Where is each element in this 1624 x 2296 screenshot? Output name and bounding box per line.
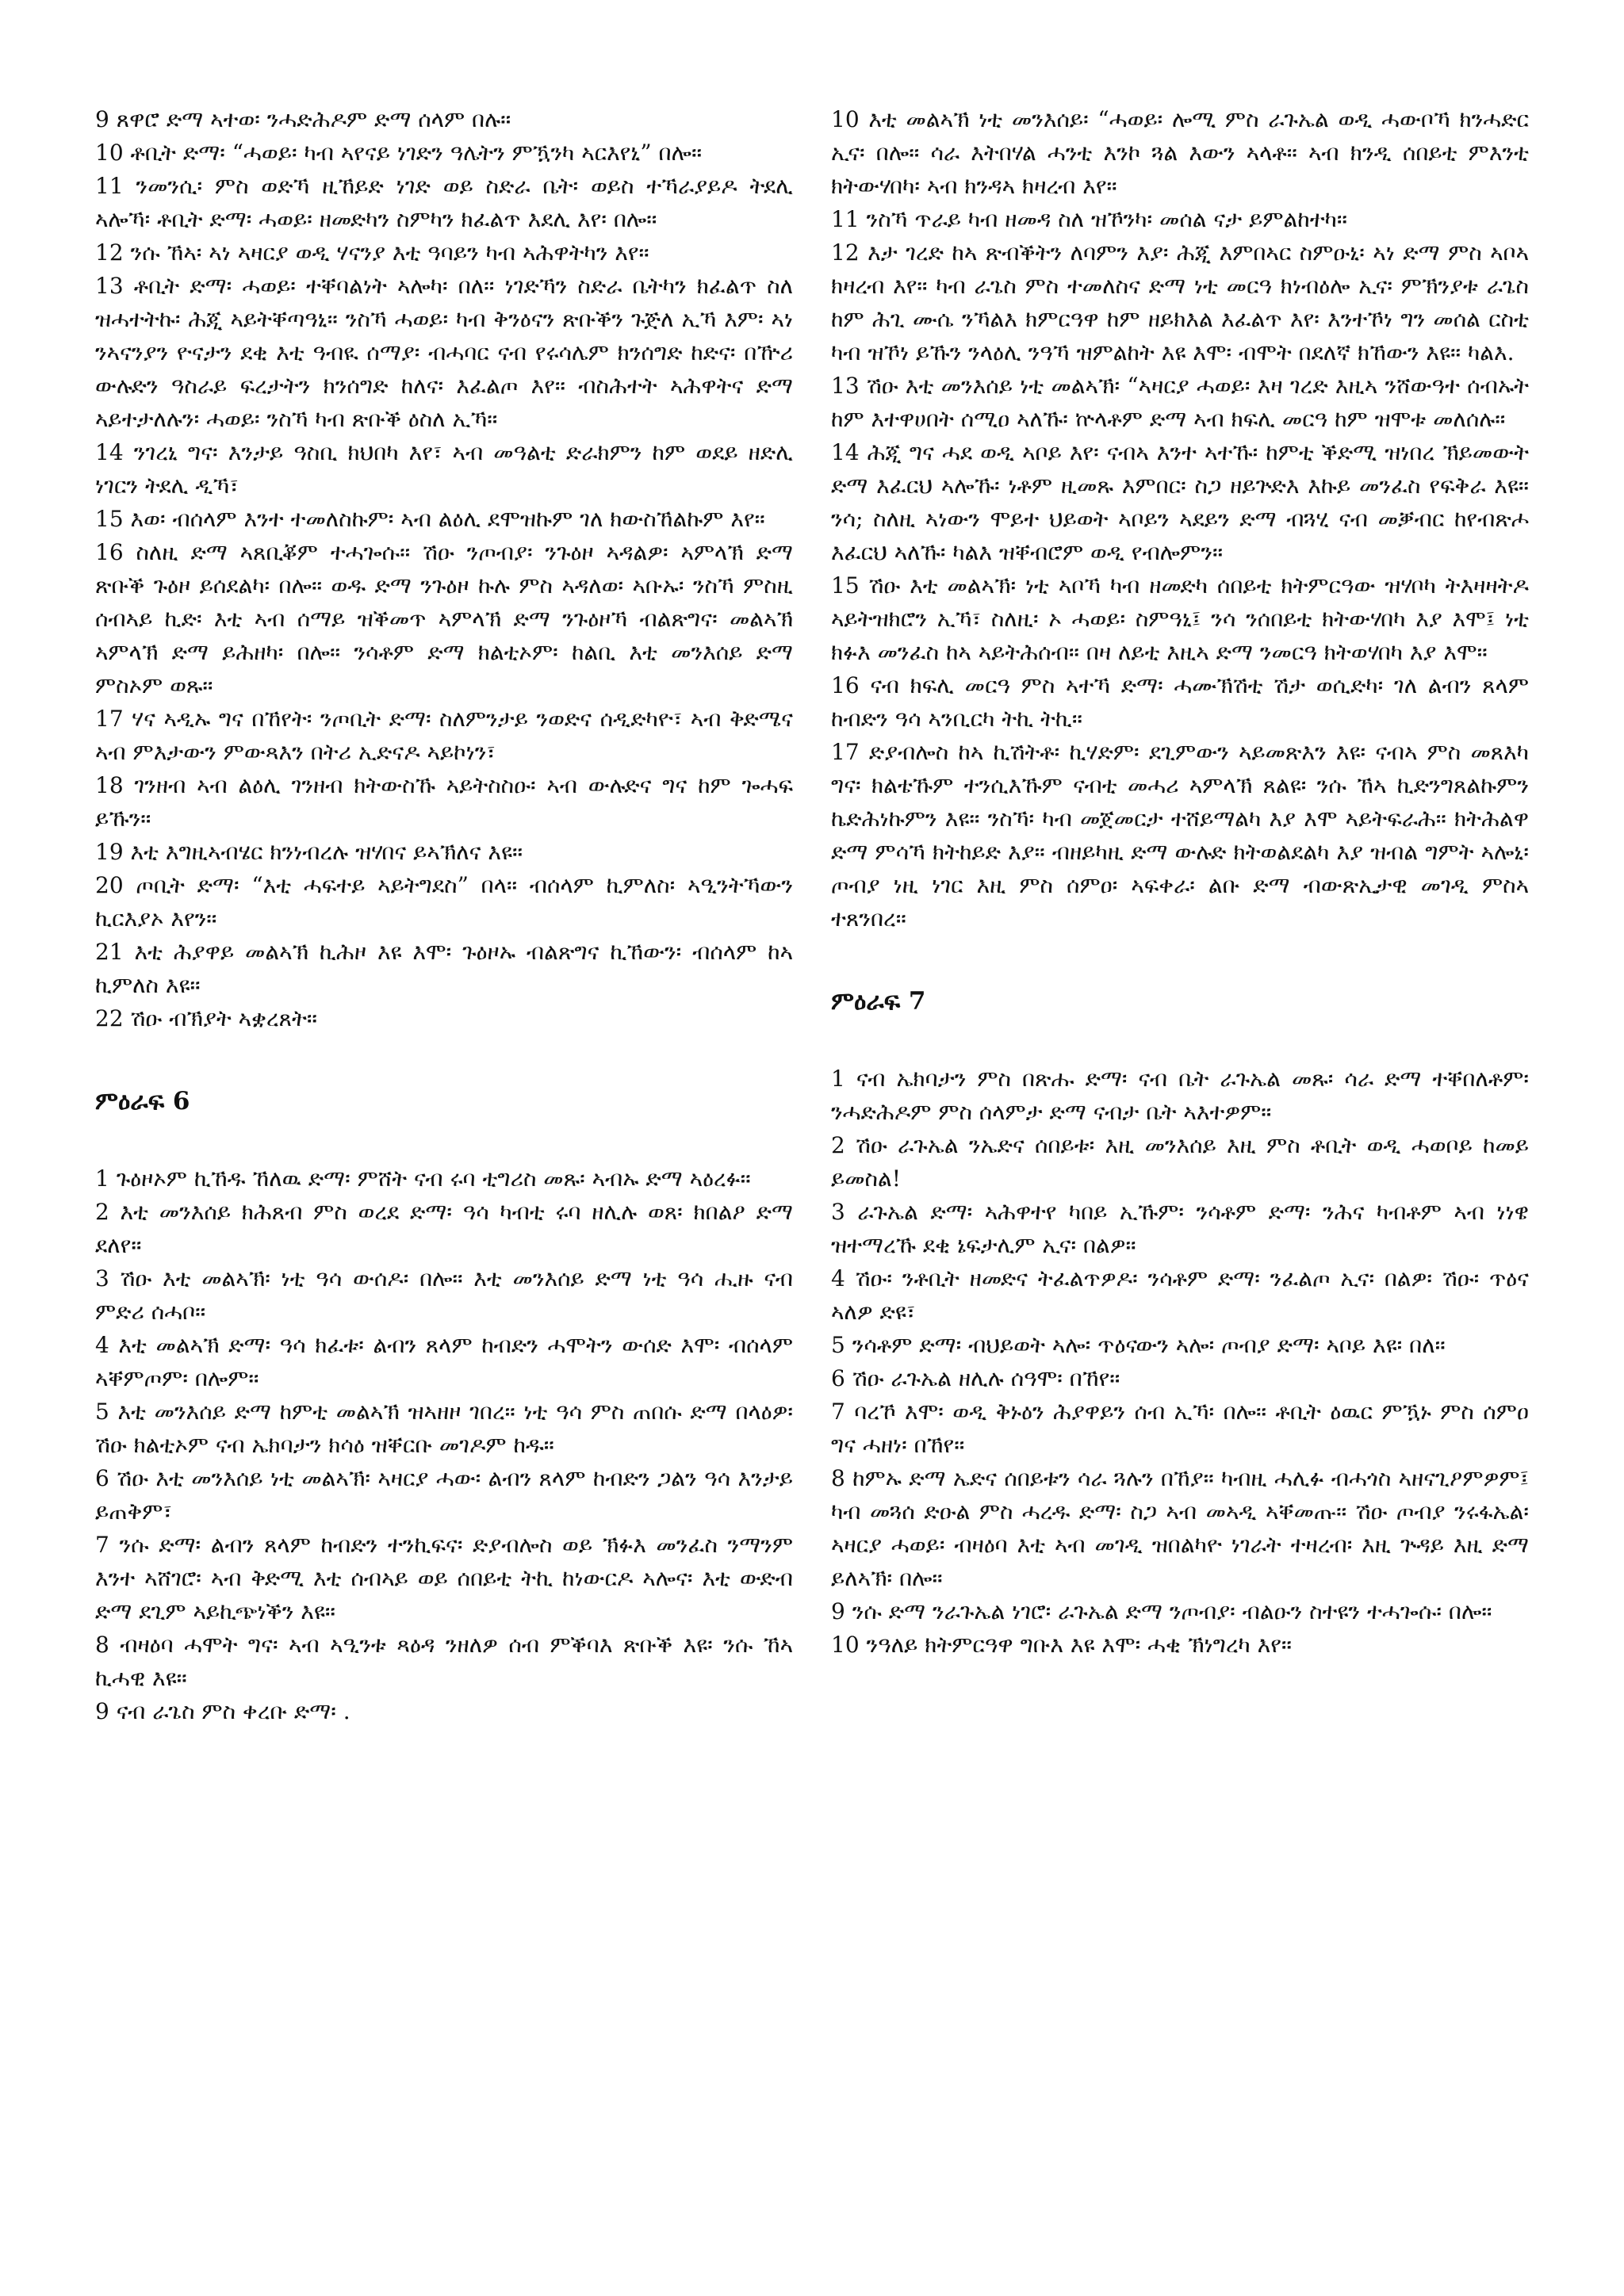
verse-paragraph: 9 ንሱ ድማ ንራጉኤል ነገሮ፡ ራጉኤል ድማ ንጦብያ፡ ብልዑን ስተዩን ተሓጐሱ፡ በሎ። (831, 1598, 1492, 1624)
left-top-paragraphs (95, 103, 793, 1035)
verse-paragraph: 8 ከምኡ ድማ ኤድና ሰበይቱን ሳራ ጓሉን በኸያ። ካብዚ ሓሊፉ ብሓጎስ ኣዘናጊዖምዎም፤ ካብ መጓሰ ድዑል ምስ ሓረዱ ድማ፡ ስጋ ኣብ መኣዲ ኣቐመጡ። ሽዑ ጦብያ ንሩፋኤል፡ ኣዛርያ ሓወይ፡ ብዛዕባ እቲ ኣብ መገዲ ዝበልካዮ ነገራት ተዛረብ፡ እዚ ጕዳይ እዚ ድማ ይለኣኽ፡ በሎ። (831, 1465, 1529, 1591)
verse-paragraph: 16 ናብ ክፍሊ መርዓ ምስ ኣተኻ ድማ፡ ሓሙኽሽቲ ሽታ ወሲድካ፡ ገለ ልብን ጸላም ከብድን ዓሳ ኣንቢርካ ትኪ ትኪ። (831, 672, 1529, 732)
verse-paragraph: 9 ጸዋሮ ድማ ኣተወ፡ ንሓድሕዶም ድማ ሰላም በሉ። (95, 106, 511, 132)
left-bottom-paragraphs (95, 1162, 793, 1728)
verse-paragraph: 7 ንሱ ድማ፡ ልብን ጸላም ከብድን ተንኪፍና፡ ድያብሎስ ወይ ኽፉእ መንፈስ ንማንም እንተ ኣሸገሮ፡ ኣብ ቅድሚ እቲ ሰብኣይ ወይ ሰበይቲ ትኪ ከነውርዶ ኣሎና፡ እቲ ውድብ ድማ ደጊም ኣይኪጭነቕን እዩ። (95, 1532, 793, 1624)
verse-paragraph: 15 እወ፡ ብሰላም እንተ ተመለስኩም፡ ኣብ ልዕሊ ደሞዝኩም ገለ ክውስኸልኩም እየ። (95, 506, 765, 532)
verse-paragraph: 4 እቲ መልኣኽ ድማ፡ ዓሳ ክፈቱ፡ ልብን ጸላም ከብድን ሓሞትን ውሰድ እሞ፡ ብሰላም ኣቐምጦም፡ በሎም። (95, 1332, 793, 1391)
verse-paragraph: 6 ሽዑ ራጉኤል ዘሊሉ ሰዓሞ፡ በኸየ። (831, 1365, 1120, 1391)
chapter-heading-6: ምዕራፍ 6 (95, 1087, 190, 1115)
verse-paragraph: 3 ራጉኤል ድማ፡ ኣሕዋተየ ካበይ ኢኹም፡ ንሳቶም ድማ፡ ንሕና ካብቶም ኣብ ነነዌ ዝተማረኹ ደቂ ኔፍታሊም ኢና፡ በልዎ። (831, 1199, 1529, 1258)
verse-paragraph: 21 እቲ ሕያዋይ መልኣኽ ኪሕዞ እዩ እሞ፡ ጉዕዞኡ ብልጽግና ኪኸውን፡ ብሰላም ከኣ ኪምለስ እዩ። (95, 939, 793, 998)
chapter-heading-7: ምዕራፍ 7 (831, 987, 926, 1016)
verse-paragraph: 1 ጉዕዞኦም ኪኸዱ ኸለዉ ድማ፡ ምሸት ናብ ሩባ ቲግሪስ መጹ፡ ኣብኡ ድማ ኣዕረፉ። (95, 1165, 751, 1192)
verse-paragraph: 13 ሽዑ እቲ መንእሰይ ነቲ መልኣኽ፡ “ኣዛርያ ሓወይ፡ እዛ ገረድ እዚኣ ንሸውዓተ ሰብኡት ከም እተዋሀበት ሰሚዐ ኣለኹ፡ ኵላቶም ድማ ኣብ ክፍሊ መርዓ ከም ዝሞቱ መለሰሉ። (831, 373, 1529, 432)
left-column (95, 103, 793, 2296)
verse-paragraph: 17 ሃና ኣዲኡ ግና በኸየት፡ ንጦቢት ድማ፡ ስለምንታይ ንወድና ሰዲድካዮ፣ ኣብ ቅድሜና ኣብ ምእታውን ምውጻእን በትሪ ኢድናዶ ኣይኮነን፣ (95, 706, 793, 765)
verse-paragraph: 19 እቲ እግዚኣብሄር ክንነብረሉ ዝሃበና ይኣኽለና እዩ። (95, 839, 523, 865)
verse-paragraph: 20 ጦቢት ድማ፡ “እቲ ሓፍተይ ኣይትግደስ” በላ። ብሰላም ኪምለስ፡ ኣዒንትኻውን ኪርእያኦ እየን። (95, 872, 793, 932)
verse-paragraph: 6 ሽዑ እቲ መንእሰይ ነቲ መልኣኽ፡ ኣዛርያ ሓው፡ ልብን ጸላም ከብድን ጋልን ዓሳ እንታይ ይጠቅም፣ (95, 1465, 793, 1525)
right-bottom-paragraphs (831, 1062, 1529, 1662)
verse-paragraph: 10 ንዓለይ ክትምርዓዋ ግቡእ እዩ እሞ፡ ሓቂ ኽነግረካ እየ። (831, 1632, 1292, 1658)
verse-paragraph: 22 ሽዑ ብኽያት ኣቋረጸት። (95, 1005, 317, 1031)
verse-paragraph: 11 ንስኻ ጥራይ ካብ ዘመዳ ስለ ዝኾንካ፡ መሰል ናታ ይምልከተካ። (831, 206, 1347, 232)
verse-paragraph: 14 ንገረኒ ግና፡ እንታይ ዓስቢ ክህበካ እየ፣ ኣብ መዓልቲ ድራክምን ከም ወደይ ዘድሊ ነገርን ትደሊ ዲኻ፣ (95, 439, 793, 499)
verse-paragraph: 2 እቲ መንእሰይ ክሕጸብ ምስ ወረደ ድማ፡ ዓሳ ካብቲ ሩባ ዘሊሉ ወጸ፡ ክበልዖ ድማ ደለየ። (95, 1199, 793, 1258)
verse-paragraph: 4 ሽዑ፡ ንቶቢት ዘመድና ትፈልጥዎዶ፡ ንሳቶም ድማ፡ ንፈልጦ ኢና፡ በልዎ፡ ሽዑ፡ ጥዕና ኣለዎ ድዩ፣ (831, 1265, 1529, 1325)
right-top-paragraphs (831, 103, 1529, 936)
verse-paragraph: 9 ናብ ራጌስ ምስ ቀረቡ ድማ፡ . (95, 1698, 350, 1724)
verse-paragraph: 18 ገንዘብ ኣብ ልዕሊ ገንዘብ ክትውስኹ ኣይትስስዑ፡ ኣብ ውሉድና ግና ከም ጐሓፍ ይኹን። (95, 772, 793, 832)
verse-paragraph: 5 ንሳቶም ድማ፡ ብህይወት ኣሎ፡ ጥዕናውን ኣሎ፡ ጦብያ ድማ፡ ኣቦይ እዩ፡ በለ። (831, 1332, 1446, 1358)
verse-paragraph: 12 ንሱ ኸኣ፡ ኣነ ኣዛርያ ወዲ ሃናንያ እቲ ዓባይን ካብ ኣሕዋትካን እየ። (95, 239, 649, 266)
verse-paragraph: 10 እቲ መልኣኽ ነቲ መንእሰይ፡ “ሓወይ፡ ሎሚ ምስ ራጉኤል ወዲ ሓውቦኻ ክንሓድር ኢና፡ በሎ። ሳራ እትበሃል ሓንቲ እንኮ ጓል እውን ኣላቶ። ኣብ ክንዲ ሰበይቲ ምእንቲ ክትውሃበካ፡ ኣብ ክንዳኣ ክዛረብ እየ። (831, 106, 1529, 199)
verse-paragraph: 7 ባረኾ እሞ፡ ወዲ ቅኑዕን ሕያዋይን ሰብ ኢኻ፡ በሎ። ቶቢት ዕዉር ምዃኑ ምስ ሰምዐ ግና ሓዘነ፡ በኸየ። (831, 1399, 1529, 1458)
verse-paragraph: 3 ሽዑ እቲ መልኣኽ፡ ነቲ ዓሳ ውሰዶ፡ በሎ። እቲ መንእሰይ ድማ ነቲ ዓሳ ሒዙ ናብ ምድሪ ሰሓቦ። (95, 1265, 793, 1325)
right-column (831, 103, 1529, 2296)
verse-paragraph: 13 ቶቢት ድማ፡ ሓወይ፡ ተቐባልነት ኣሎካ፡ በለ፡፡ ነገድኻን ስድራ ቤትካን ክፈልጥ ስለ ዝሓተትኩ፡ ሕጂ ኣይትቐጣዓኒ። ንስኻ ሓወይ፡ ካብ ቅንዕናን ጽቡቕን ጉጅለ ኢኻ እም፡ ኣነ ንኣናንያን ዮናታን ደቂ እቲ ዓብዪ ሰማያ፡ ብሓባር ናብ የሩሳሌም ክንሰግድ ከድና፡ በዅሪ ውሉድን ዓስራይ ፍረታትን ክንሰግድ ከለና፡ እፈልጦ እየ። ብስሕተት ኣሕዋትና ድማ ኣይተታለሉን፡ ሓወይ፡ ንስኻ ካብ ጽቡቕ ዕስለ ኢኻ። (95, 273, 793, 432)
verse-paragraph: 15 ሽዑ እቲ መልኣኽ፡ ነቲ ኣቦኻ ካብ ዘመድካ ሰበይቲ ክትምርዓው ዝሃቦካ ትእዛዛትዶ ኣይትዝክሮን ኢኻ፣ ስለዚ፡ ኦ ሓወይ፡ ስምዓኒ፤ ንሳ ንሰበይቲ ክትውሃበካ እያ እሞ፤ ነቲ ክፉእ መንፈስ ከኣ ኣይትሕሰብ። በዛ ለይቲ እዚኣ ድማ ንመርዓ ክትወሃበካ እያ እሞ። (831, 572, 1529, 665)
verse-paragraph: 17 ድያብሎስ ከኣ ኪሽትቶ፡ ኪሃድም፡ ደጊምውን ኣይመጽእን እዩ፡ ናብኣ ምስ መጸእካ ግና፡ ክልቴኹም ተንሲእኹም ናብቲ መሓሪ ኣምላኽ ጸልዩ፡ ንሱ ኸኣ ኪድንግጸልኩምን ኬድሕነኩምን እዩ። ንስኻ፡ ካብ መጀመርታ ተሸይማልካ እያ እሞ ኣይትፍራሕ። ክትሕልዋ ድማ ምሳኻ ክትከይድ እያ። ብዘይካዚ ድማ ውሉድ ክትወልደልካ እያ ዝብል ግምት ኣሎኒ፡ ጦብያ ነዚ ነገር እዚ ምስ ሰምዐ፡ ኣፍቀራ፡ ልቡ ድማ ብውጽኢታዊ መገዲ ምስኣ ተጸንበረ። (831, 739, 1529, 932)
verse-paragraph: 5 እቲ መንእሰይ ድማ ከምቲ መልኣኽ ዝኣዘዞ ገበረ። ነቲ ዓሳ ምስ ጠበሱ ድማ በላዕዎ፡ ሽዑ ክልቲኦም ናብ ኤክባታን ክሳዕ ዝቐርቡ መገዶም ከዱ። (95, 1399, 793, 1458)
verse-paragraph: 2 ሽዑ ራጉኤል ንኤድና ሰበይቱ፡ እዚ መንእሰይ እዚ ምስ ቶቢት ወዲ ሓወቦይ ከመይ ይመስል! (831, 1132, 1529, 1192)
verse-paragraph: 16 ስለዚ ድማ ኣጸቢቖም ተሓጐሱ። ሽዑ ንጦብያ፡ ንጉዕዞ ኣዳልዎ፡ ኣምላኽ ድማ ጽቡቕ ጉዕዞ ይሰደልካ፡ በሎ። ወዱ ድማ ንጉዕዞ ኩሉ ምስ ኣዳለወ፡ ኣቡኡ፡ ንስኻ ምስዚ ሰብኣይ ኪድ፡ እቲ ኣብ ሰማይ ዝቕመጥ ኣምላኽ ድማ ንጉዕዞኻ ብልጽግና፡ መልኣኽ ኣምላኽ ድማ ይሕዘካ፡ በሎ። ንሳቶም ድማ ክልቲኦም፡ ከልቢ እቲ መንእሰይ ድማ ምስኦም ወጹ። (95, 539, 793, 698)
verse-paragraph: 10 ቶቢት ድማ፡ “ሓወይ፡ ካብ ኣየናይ ነገድን ዓሌትን ምዃንካ ኣርእየኒ” በሎ። (95, 140, 703, 166)
verse-paragraph: 8 ብዛዕባ ሓሞት ግና፡ ኣብ ኣዒንቱ ጻዕዳ ንዘለዎ ሰብ ምቕባእ ጽቡቕ እዩ፡ ንሱ ኸኣ ኪሓዊ እዩ። (95, 1632, 793, 1691)
verse-paragraph: 1 ናብ ኤክባታን ምስ በጽሑ ድማ፡ ናብ ቤት ራጉኤል መጹ፡ ሳራ ድማ ተቐበለቶም፡ ንሓድሕዶም ምስ ሰላምታ ድማ ናብታ ቤት ኣእተዎም። (831, 1066, 1529, 1125)
verse-paragraph: 12 እታ ገረድ ከኣ ጽብቕትን ለባምን እያ፡ ሕጂ እምበኣር ስምዑኒ፡ ኣነ ድማ ምስ ኣቦኣ ክዛረብ እየ። ካብ ራጌስ ምስ ተመለስና ድማ ነቲ መርዓ ክነብዕሎ ኢና፡ ምኽንያቱ ራጌስ ከም ሕጊ ሙሴ ንኻልእ ክምርዓዋ ከም ዘይክእል እፈልጥ እየ፡ እንተኾነ ግን መሰል ርስቲ ካብ ዝኾነ ይኹን ንላዕሊ ንዓኻ ዝምልከት እዩ እሞ፡ ብሞት በደለኛ ክኸውን እዩ። ካልእ. (831, 239, 1529, 365)
verse-paragraph: 14 ሕጂ ግና ሓደ ወዲ ኣቦይ እየ፡ ናብኣ እንተ ኣተኹ፡ ከምቲ ቕድሚ ዝነበረ ኽይመውት ድማ እፈርህ ኣሎኹ፡ ነቶም ዚመጹ እምበር፡ ስጋ ዘይጕድእ እኩይ መንፈስ የፍቅራ እዩ። ንሳ; ስለዚ ኣነውን ሞይተ ህይወት ኣቦይን ኣደይን ድማ ብጓሂ ናብ መቓብር ከየብጽሖ እፈርህ ኣለኹ፡ ካልእ ዝቐብሮም ወዲ የብሎምን። (831, 439, 1529, 565)
verse-paragraph: 11 ንመንሲ፡ ምስ ወድኻ ዚኸይድ ነገድ ወይ ስድራ ቤት፡ ወይስ ተኻራያይዶ ትደሊ ኣሎኻ፡ ቶቢት ድማ፡ ሓወይ፡ ዘመድካን ስምካን ክፈልጥ እደሊ እየ፡ በሎ። (95, 173, 793, 232)
